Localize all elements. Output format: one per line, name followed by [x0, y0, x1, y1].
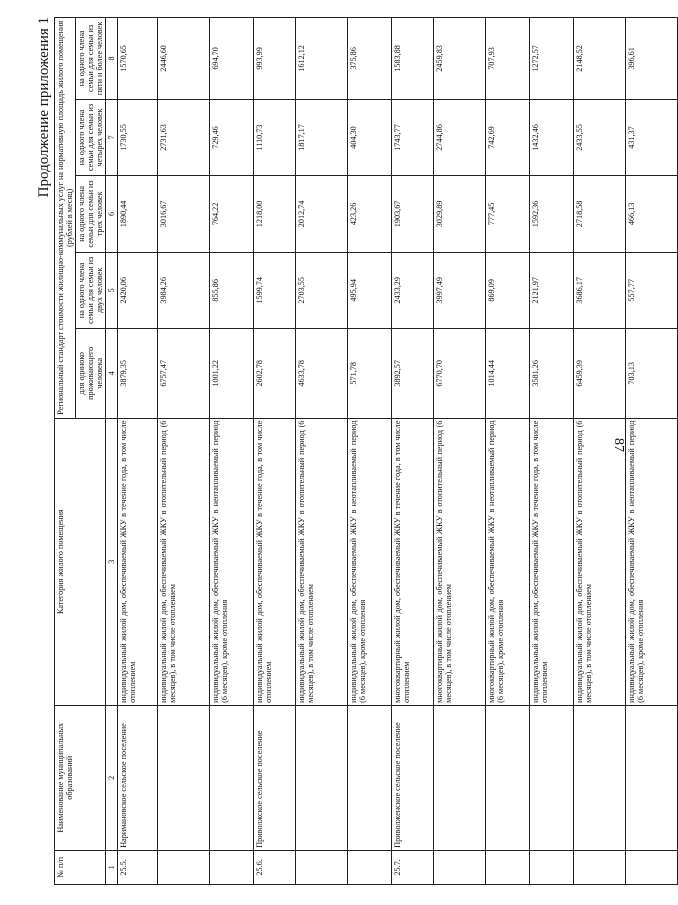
row-value: 6459,39 [574, 329, 626, 419]
row-category: многоквартирный жилой дом, обеспечиваемый ЖКУ в течение года, в том числе отоплением [392, 418, 434, 705]
row-value: 1599,74 [254, 252, 296, 328]
row-municipality [434, 705, 486, 850]
row-value: 1592,36 [530, 176, 574, 252]
row-number [530, 850, 574, 884]
row-category: индивидуальный жилой дом, обеспечиваемый ЖКУ в отопительный период (6 месяцев), в том числе отоплением [574, 418, 626, 705]
standard-cost-table [54, 17, 678, 885]
row-value: 2446,60 [158, 18, 210, 100]
row-value: 2703,55 [296, 252, 348, 328]
row-value: 1110,73 [254, 99, 296, 175]
row-value: 2121,97 [530, 252, 574, 328]
row-value: 3686,17 [574, 252, 626, 328]
row-value: 1890,44 [118, 176, 158, 252]
row-value: 742,69 [486, 99, 530, 175]
row-number [158, 850, 210, 884]
row-number [626, 850, 678, 884]
row-value: 3016,67 [158, 176, 210, 252]
header-sub-single: для одиноко проживающего человека [76, 329, 106, 419]
row-value: 2148,52 [574, 18, 626, 100]
table-row [626, 18, 678, 885]
row-value: 2459,83 [434, 18, 486, 100]
row-category: индивидуальный жилой дом, обеспечиваемый ЖКУ в течение года, в том числе отоплением [530, 418, 574, 705]
table-row [254, 18, 296, 885]
col-number: 2 [106, 705, 118, 850]
row-value: 431,37 [626, 99, 678, 175]
row-value: 1001,22 [210, 329, 254, 419]
row-value: 423,26 [348, 176, 392, 252]
col-number: 4 [106, 329, 118, 419]
col-number: 8 [106, 18, 118, 100]
row-number [296, 850, 348, 884]
row-value: 466,13 [626, 176, 678, 252]
table-row [434, 18, 486, 885]
header-standard: Региональный стандарт стоимости жилищно-коммунальных услуг на нормативную площадь жилого помещения (рублей в месяц) [55, 18, 76, 419]
row-value: 1817,17 [296, 99, 348, 175]
row-number: 25.5. [118, 850, 158, 884]
row-value: 4633,78 [296, 329, 348, 419]
row-number [486, 850, 530, 884]
row-value: 2744,86 [434, 99, 486, 175]
row-category: индивидуальный жилой дом, обеспечиваемый ЖКУ в течение года, в том числе отоплением [118, 418, 158, 705]
row-municipality [210, 705, 254, 850]
col-number: 6 [106, 176, 118, 252]
page-number: 87 [611, 438, 626, 452]
row-value: 1272,57 [530, 18, 574, 100]
row-number [574, 850, 626, 884]
row-municipality [486, 705, 530, 850]
row-value: 2420,06 [118, 252, 158, 328]
table-row [118, 18, 158, 885]
col-number: 7 [106, 99, 118, 175]
table-row [348, 18, 392, 885]
row-value: 764,22 [210, 176, 254, 252]
row-number [210, 850, 254, 884]
row-category: индивидуальный жилой дом, обеспечиваемый ЖКУ в неотапливаемый период (6 месяцев), кроме отопления [348, 418, 392, 705]
header-sub-four: на одного члена семьи для семьи из четырех человек [76, 99, 106, 175]
row-number: 25.7. [392, 850, 434, 884]
row-municipality [574, 705, 626, 850]
header-sub-three: на одного члена семьи для семьи из трех человек [76, 176, 106, 252]
row-value: 404,30 [348, 99, 392, 175]
table-row [530, 18, 574, 885]
row-value: 396,61 [626, 18, 678, 100]
row-value: 571,78 [348, 329, 392, 419]
table-row [296, 18, 348, 885]
row-category: индивидуальный жилой дом, обеспечиваемый ЖКУ в отопительный период (6 месяцев), в том числе отоплением [158, 418, 210, 705]
row-value: 6770,70 [434, 329, 486, 419]
row-value: 707,93 [486, 18, 530, 100]
col-number: 1 [106, 850, 118, 884]
row-value: 495,94 [348, 252, 392, 328]
row-municipality [530, 705, 574, 850]
table-body [118, 18, 678, 885]
row-value: 993,99 [254, 18, 296, 100]
row-number [348, 850, 392, 884]
row-number [434, 850, 486, 884]
row-value: 375,86 [348, 18, 392, 100]
row-value: 1730,55 [118, 99, 158, 175]
row-municipality: Наримановское сельское поселение [118, 705, 158, 850]
row-value: 2602,78 [254, 329, 296, 419]
row-value: 703,13 [626, 329, 678, 419]
table-row [486, 18, 530, 885]
row-value: 1570,65 [118, 18, 158, 100]
header-municipality: Наименование муниципальных образований [55, 705, 106, 850]
row-value: 1432,46 [530, 99, 574, 175]
row-value: 1903,67 [392, 176, 434, 252]
row-value: 3879,35 [118, 329, 158, 419]
row-category: многоквартирный жилой дом, обеспечиваемый ЖКУ в неотапливаемый период (6 месяцев), кроме отопления [486, 418, 530, 705]
row-municipality [296, 705, 348, 850]
row-value: 3997,49 [434, 252, 486, 328]
table-row [158, 18, 210, 885]
row-value: 1612,12 [296, 18, 348, 100]
row-number: 25.6. [254, 850, 296, 884]
row-value: 3984,26 [158, 252, 210, 328]
row-value: 2731,63 [158, 99, 210, 175]
table-row [574, 18, 626, 885]
row-value: 2012,74 [296, 176, 348, 252]
row-municipality [626, 705, 678, 850]
row-value: 3029,89 [434, 176, 486, 252]
row-value: 869,09 [486, 252, 530, 328]
appendix-title: Продолжение приложения 1 [36, 17, 52, 198]
row-value: 729,46 [210, 99, 254, 175]
row-value: 2718,58 [574, 176, 626, 252]
header-num: № п/п [55, 850, 106, 884]
col-number: 5 [106, 252, 118, 328]
header-sub-five: на одного члена семьи для семьи из пяти и более человек [76, 18, 106, 100]
row-municipality [348, 705, 392, 850]
col-number: 3 [106, 418, 118, 705]
header-sub-two: на одного члена семьи для семьи из двух человек [76, 252, 106, 328]
header-row-1 [55, 18, 76, 885]
row-category: индивидуальный жилой дом, обеспечиваемый ЖКУ в течение года, в том числе отоплением [254, 418, 296, 705]
header-category: Категория жилого помещения [55, 418, 106, 705]
row-municipality: Приволжское сельское поселение [254, 705, 296, 850]
row-value: 3892,57 [392, 329, 434, 419]
row-category: многоквартирный жилой дом, обеспечиваемый ЖКУ в отопительный период (6 месяцев), в том числе отоплением [434, 418, 486, 705]
row-value: 3581,26 [530, 329, 574, 419]
table-row [392, 18, 434, 885]
row-value: 855,86 [210, 252, 254, 328]
row-category: индивидуальный жилой дом, обеспечиваемый ЖКУ в отопительный период (6 месяцев), в том числе отоплением [296, 418, 348, 705]
table-row [210, 18, 254, 885]
row-value: 1743,77 [392, 99, 434, 175]
row-value: 2433,29 [392, 252, 434, 328]
row-category: индивидуальный жилой дом, обеспечиваемый ЖКУ в неотапливаемый период (6 месяцев), кроме отопления [210, 418, 254, 705]
row-municipality: Приволженское сельское поселение [392, 705, 434, 850]
row-value: 694,70 [210, 18, 254, 100]
row-municipality [158, 705, 210, 850]
row-value: 777,45 [486, 176, 530, 252]
column-number-row [106, 18, 118, 885]
row-value: 1014,44 [486, 329, 530, 419]
row-value: 6757,47 [158, 329, 210, 419]
row-value: 1218,00 [254, 176, 296, 252]
row-value: 557,77 [626, 252, 678, 328]
row-value: 2433,55 [574, 99, 626, 175]
row-category: индивидуальный жилой дом, обеспечиваемый ЖКУ в неотапливаемый период (6 месяцев), кроме отопления [626, 418, 678, 705]
row-value: 1583,88 [392, 18, 434, 100]
